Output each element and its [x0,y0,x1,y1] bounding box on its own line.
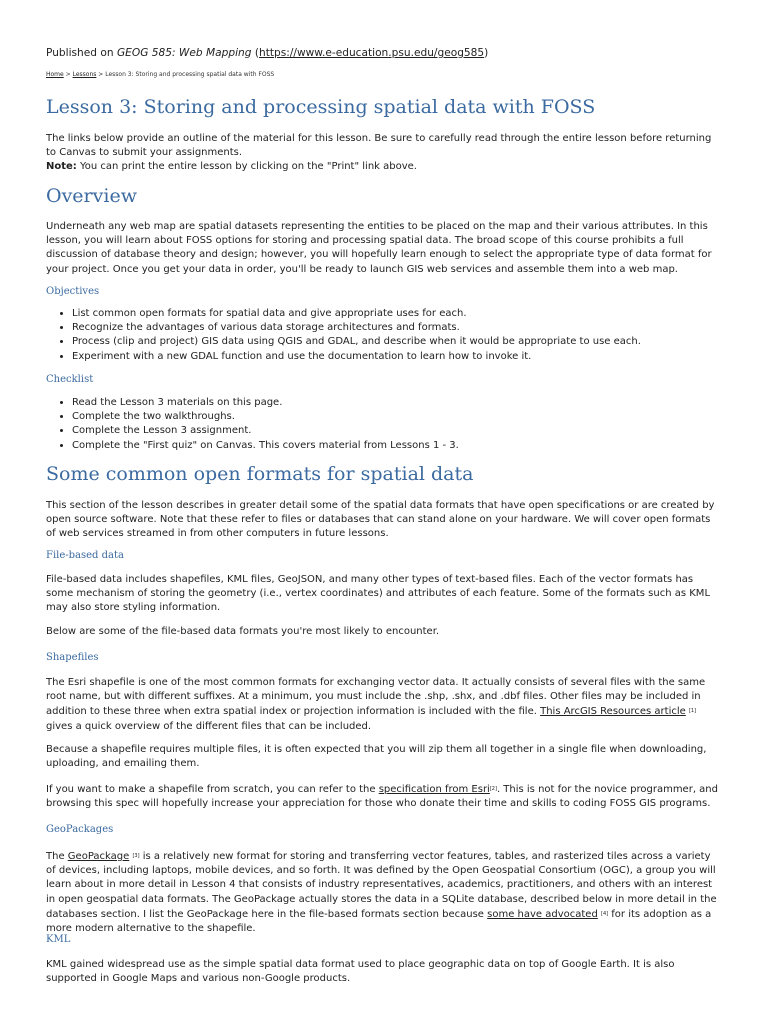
breadcrumb-current: Lesson 3: Storing and processing spatial data with FOSS [105,71,275,78]
list-item: • Complete the Lesson 3 assignment. [72,424,722,438]
checklist-list [46,396,722,453]
geopackages-text: The [46,851,65,862]
breadcrumb-separator: > [65,71,71,78]
formats-heading: Some common open formats for spatial data [46,463,474,485]
site-name: GEOG 585: Web Mapping [116,47,252,59]
footnote-ref: [1] [688,708,697,715]
overview-paragraph: Underneath any web map are spatial datasets representing the entities to be placed on the map and their various attributes. In this lesson, you will learn about FOSS options for storing and processing spatial data. The broad scope of this course prohibits a full discussion of database theory and design; however, you will hopefully learn enough to select the appropriate type of data format for your project. Once you get your data in order, you'll be ready to launch GIS web services and assemble them into a web map. [46,221,712,275]
file-based-intro: Below are some of the file-based data formats you're most likely to encounter. [46,626,440,637]
list-item: • Complete the two walkthroughs. [72,410,722,424]
footnote-ref: [3] [132,853,140,859]
kml-heading: KML [46,934,71,945]
breadcrumb [46,71,274,78]
list-item: • List common open formats for spatial data and give appropriate uses for each. [72,307,722,321]
note-label: Note: [46,161,77,173]
breadcrumb-separator: > [98,71,104,78]
footnote-ref: [4] [601,910,609,917]
shapefiles-text: If you want to make a shapefile from scratch, you can refer to the [46,784,376,795]
breadcrumb-home-link[interactable]: Home [46,71,64,78]
published-on-line: Published on GEOG 585: Web Mapping (https://www.e-education.psu.edu/geog585) [46,47,489,59]
geopackages-paragraph [46,849,722,936]
geopackages-text: is a relatively new format for storing and transferring vector features, tables, and rasterized tiles across a variety of devices, including laptops, mobile devices, and so forth. It was defined by the Open Geospatial Consortium (OGC), a group you will learn about in more detail in Lesson 4 that consists of industry representatives, academics, practitioners, and others with an interest in open geospatial data formats. The GeoPackage actually stores the data in a SQLite database, described below in more detail in the databases section. I list the GeoPackage here in the file-based formats section because [46,851,717,920]
kml-paragraph: KML gained widespread use as the simple spatial data format used to place geographic data on top of Google Earth. It is also supported in Google Maps and various non-Google products. [46,959,675,985]
objectives-list [46,307,722,364]
file-based-paragraph: File-based data includes shapefiles, KML files, GeoJSON, and many other types of text-based files. Each of the vector formats has some mechanism of storing the geometry (i.e., vertex coordinates) and attributes of each feature. Some of the formats such as KML may also store styling information. [46,574,711,614]
list-item: • Complete the "First quiz" on Canvas. This covers material from Lessons 1 - 3. [72,439,722,453]
formats-paragraph: This section of the lesson describes in greater detail some of the spatial data formats that have open specifications or are created by open source software. Note that these refer to files or databases that can stand alone on your hardware. We will cover open formats of web services streamed in from other computers in future lessons. [46,500,715,540]
geopackage-link[interactable]: GeoPackage [67,851,130,862]
intro-paragraph [46,132,722,175]
geopackages-text: for its adoption as a more modern alternative to the shapefile. [46,908,712,935]
arcgis-resources-link[interactable]: This ArcGIS Resources article [540,706,686,718]
shapefiles-heading: Shapefiles [46,652,99,663]
footnote-ref: [2] [489,786,497,792]
overview-heading: Overview [46,185,137,207]
geopackages-heading: GeoPackages [46,824,114,835]
note-text: You can print the entire lesson by clicking on the "Print" link above. [80,161,417,173]
shapefiles-text: gives a quick overview of the different files that can be included. [46,720,372,732]
list-item: • Read the Lesson 3 materials on this page. [72,396,722,410]
file-based-heading: File-based data [46,550,124,561]
objectives-heading: Objectives [46,286,100,297]
site-url-link[interactable]: https://www.e-education.psu.edu/geog585 [259,47,485,59]
list-item: • Process (clip and project) GIS data using QGIS and GDAL, and describe when it would be appropriate to use each. [72,335,722,349]
published-prefix: Published on [46,47,114,59]
list-item: • Recognize the advantages of various data storage architectures and formats. [72,321,722,335]
shapefiles-text: The Esri shapefile is one of the most common formats for exchanging vector data. It actually consists of several files with the same root name, but with different suffixes. At a minimum, you must include the .shp, .shx, and .dbf files. Other files may be included in addition to these three when extra spatial index or projection information is included with the file. [46,677,706,718]
checklist-heading: Checklist [46,374,94,385]
list-item: • Experiment with a new GDAL function and use the documentation to learn how to invoke it. [72,350,722,364]
breadcrumb-lessons-link[interactable]: Lessons [72,71,97,78]
shapefiles-paragraph-2: Because a shapefile requires multiple files, it is often expected that you will zip them all together in a single file when downloading, uploading, and emailing them. [46,744,707,770]
shapefiles-paragraph-1 [46,676,722,734]
shapefiles-paragraph-3 [46,782,722,811]
intro-text: The links below provide an outline of the material for this lesson. Be sure to carefully read through the entire lesson before returning to Canvas to submit your assignments. [46,133,712,159]
esri-specification-link[interactable]: specification from Esri [378,784,490,795]
shapefiles-text: . This is not for the novice programmer, and browsing this spec will hopefully increase your appreciation for those who donate their time and skills to coding FOSS GIS programs. [46,784,718,810]
page-title: Lesson 3: Storing and processing spatial data with FOSS [46,96,596,118]
some-have-advocated-link[interactable]: some have advocated [487,908,598,920]
